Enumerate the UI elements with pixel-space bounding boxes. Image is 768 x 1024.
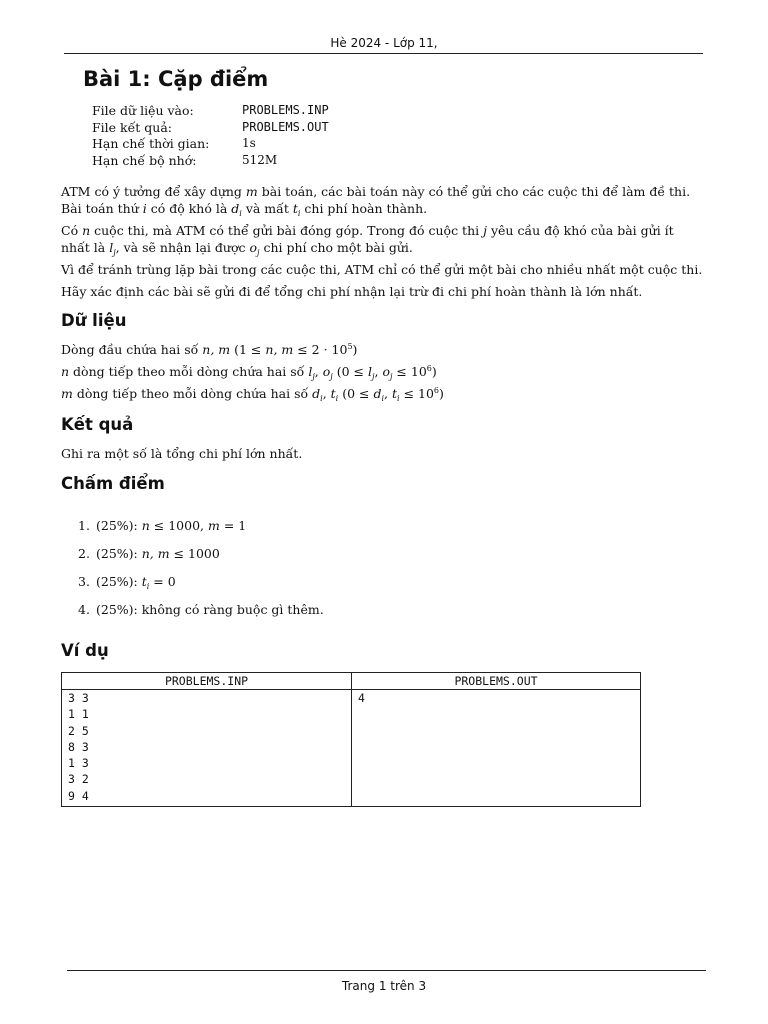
math-var: t — [392, 386, 398, 401]
math-var: n, m — [265, 342, 294, 357]
math-subscript: i — [397, 394, 400, 403]
math-var: m — [61, 386, 73, 401]
statement-paragraph-3: Vì để tránh trùng lặp bài trong các cuộc thi, ATM chỉ có thể gửi một bài cho nhiều nhất một cuộc thi. — [61, 262, 703, 277]
text-run: , — [374, 364, 383, 379]
text-run: ) — [439, 386, 444, 401]
math-subscript: j — [113, 248, 116, 257]
text-run: , và sẽ nhận lại được — [115, 240, 250, 255]
meta-label: File dữ liệu vào: — [92, 103, 194, 118]
subtask-index: 4. — [78, 602, 90, 617]
math-var: m — [245, 184, 258, 199]
math-var: d — [312, 386, 321, 401]
math-var: t — [141, 574, 147, 589]
math-var: o — [322, 364, 331, 379]
problem-title: Bài 1: Cặp điểm — [83, 67, 269, 91]
text-run: bài toán, các bài toán này có thể gửi cho các cuộc thi để làm đề thi. Bài toán thứ — [61, 184, 691, 216]
output-section-heading: Kết quả — [61, 415, 134, 434]
example-output-header: PROBLEMS.OUT — [454, 674, 538, 688]
text-run: chi phí hoàn thành. — [300, 201, 428, 216]
example-input-header: PROBLEMS.INP — [164, 674, 249, 688]
math-var: t — [330, 386, 336, 401]
meta-label: Hạn chế thời gian: — [92, 136, 210, 151]
input-line: 8 3 — [68, 739, 89, 754]
meta-label: File kết quả: — [92, 119, 173, 135]
math-var: o — [249, 240, 257, 255]
math-subscript: i — [146, 582, 150, 591]
math-subscript: j — [389, 372, 393, 381]
meta-row-input-file — [92, 103, 329, 120]
math-subscript: i — [381, 394, 385, 403]
math-exponent: 5 — [347, 342, 353, 351]
text-run: chi phí cho một bài gửi. — [259, 240, 413, 255]
meta-row-output-file — [92, 120, 329, 137]
math-subscript: i — [297, 209, 301, 218]
text-run: (1 ≤ — [230, 342, 266, 357]
meta-value: 512M — [242, 152, 278, 167]
math-var: n — [141, 518, 150, 533]
text-run: ≤ 10 — [392, 364, 427, 379]
meta-value: 1s — [242, 136, 256, 150]
text-run: ≤ 1000 — [169, 546, 220, 561]
text-run: ATM có ý tưởng để xây dựng — [61, 184, 246, 199]
column-divider — [351, 673, 352, 806]
example-table — [61, 672, 641, 807]
text-run: , — [384, 386, 392, 401]
page-footer: Trang 1 trên 3 — [341, 979, 427, 993]
output-description: Ghi ra một số là tổng chi phí lớn nhất. — [61, 446, 303, 461]
math-var: n, m — [141, 546, 170, 561]
math-subscript: j — [372, 372, 375, 381]
meta-label: Hạn chế bộ nhớ: — [92, 152, 197, 168]
text-run: (0 ≤ — [338, 386, 374, 401]
text-run: không có ràng buộc gì thêm. — [141, 602, 324, 617]
meta-value: PROBLEMS.OUT — [242, 119, 329, 134]
math-var: l — [109, 240, 114, 255]
text-run: yêu cầu độ khó của bài gửi ít nhất là — [61, 223, 674, 255]
footer-divider — [67, 970, 706, 971]
subtask-item — [78, 602, 324, 617]
subtask-index: 3. — [78, 574, 90, 589]
subtask-percent: (25%): — [96, 546, 142, 561]
text-run: ≤ 1000, — [149, 518, 208, 533]
meta-value: PROBLEMS.INP — [242, 103, 329, 117]
subtask-item — [78, 518, 246, 533]
text-run: = 1 — [219, 518, 247, 533]
statement-paragraph-2 — [61, 222, 703, 256]
math-subscript: j — [330, 372, 333, 381]
text-run: dòng tiếp theo mỗi dòng chứa hai số — [69, 364, 309, 379]
math-var: d — [373, 386, 382, 401]
input-line: 2 5 — [68, 723, 89, 738]
text-run: ) — [352, 342, 358, 357]
math-subscript: i — [320, 394, 323, 403]
output-line: 4 — [358, 691, 365, 705]
header-divider — [62, 689, 640, 690]
math-var: n, m — [202, 342, 231, 357]
text-run: , — [322, 386, 331, 401]
text-run: , — [314, 364, 323, 379]
text-run: Có — [61, 223, 83, 238]
math-var: l — [368, 364, 372, 379]
math-exponent: 6 — [426, 364, 432, 373]
text-run: ≤ 10 — [399, 386, 434, 401]
math-var: j — [483, 223, 487, 238]
input-section-heading: Dữ liệu — [61, 311, 127, 330]
example-section-heading: Ví dụ — [61, 641, 109, 660]
text-run: có độ khó là — [146, 201, 232, 216]
math-var: d — [231, 201, 240, 216]
problem-meta-table — [92, 103, 329, 169]
subtask-percent: (25%): — [96, 518, 142, 533]
text-run: (0 ≤ — [332, 364, 368, 379]
header-divider — [64, 53, 703, 54]
statement-paragraph-4: Hãy xác định các bài sẽ gửi đi để tổng chi phí nhận lại trừ đi chi phí hoàn thành là lớn nhất. — [61, 284, 643, 299]
text-run: dòng tiếp theo mỗi dòng chứa hai số — [72, 386, 313, 401]
text-run: và mất — [241, 201, 293, 216]
text-run: ≤ 2 · 10 — [293, 342, 348, 357]
subtask-percent: (25%): — [96, 602, 142, 617]
example-input-lines — [68, 691, 89, 805]
subtask-item — [78, 546, 220, 561]
math-subscript: i — [335, 394, 339, 403]
input-line: 1 1 — [68, 707, 89, 722]
input-line: 1 3 — [68, 756, 89, 771]
math-var: n — [82, 223, 91, 238]
meta-row-memory-limit — [92, 153, 329, 170]
text-run: cuộc thi, mà ATM có thể gửi bài đóng góp. Trong đó cuộc thi — [90, 223, 484, 238]
math-subscript: i — [239, 209, 242, 218]
math-subscript: j — [256, 248, 260, 257]
subtask-item — [78, 574, 176, 589]
scoring-section-heading: Chấm điểm — [61, 474, 165, 493]
input-line-3 — [61, 385, 703, 402]
math-var: t — [292, 201, 298, 216]
input-line: 9 4 — [68, 788, 89, 803]
math-subscript: j — [312, 372, 315, 381]
input-line-2 — [61, 363, 703, 380]
text-run: = 0 — [149, 574, 176, 589]
statement-paragraph-1 — [61, 183, 703, 217]
page-header: Hè 2024 - Lớp 11, — [330, 36, 438, 50]
math-var: n — [61, 364, 70, 379]
meta-row-time-limit — [92, 136, 329, 153]
subtask-index: 2. — [78, 546, 90, 561]
input-line-1 — [61, 341, 703, 358]
subtask-index: 1. — [78, 518, 90, 533]
math-var: l — [308, 364, 313, 379]
math-var: i — [142, 201, 147, 216]
math-exponent: 6 — [433, 386, 440, 395]
math-var: m — [207, 518, 220, 533]
text-run: Dòng đầu chứa hai số — [61, 342, 203, 357]
math-var: o — [382, 364, 390, 379]
example-output-lines — [358, 691, 365, 707]
text-run: ) — [431, 364, 437, 379]
subtask-percent: (25%): — [96, 574, 142, 589]
input-line: 3 3 — [68, 691, 89, 705]
input-line: 3 2 — [68, 772, 89, 787]
